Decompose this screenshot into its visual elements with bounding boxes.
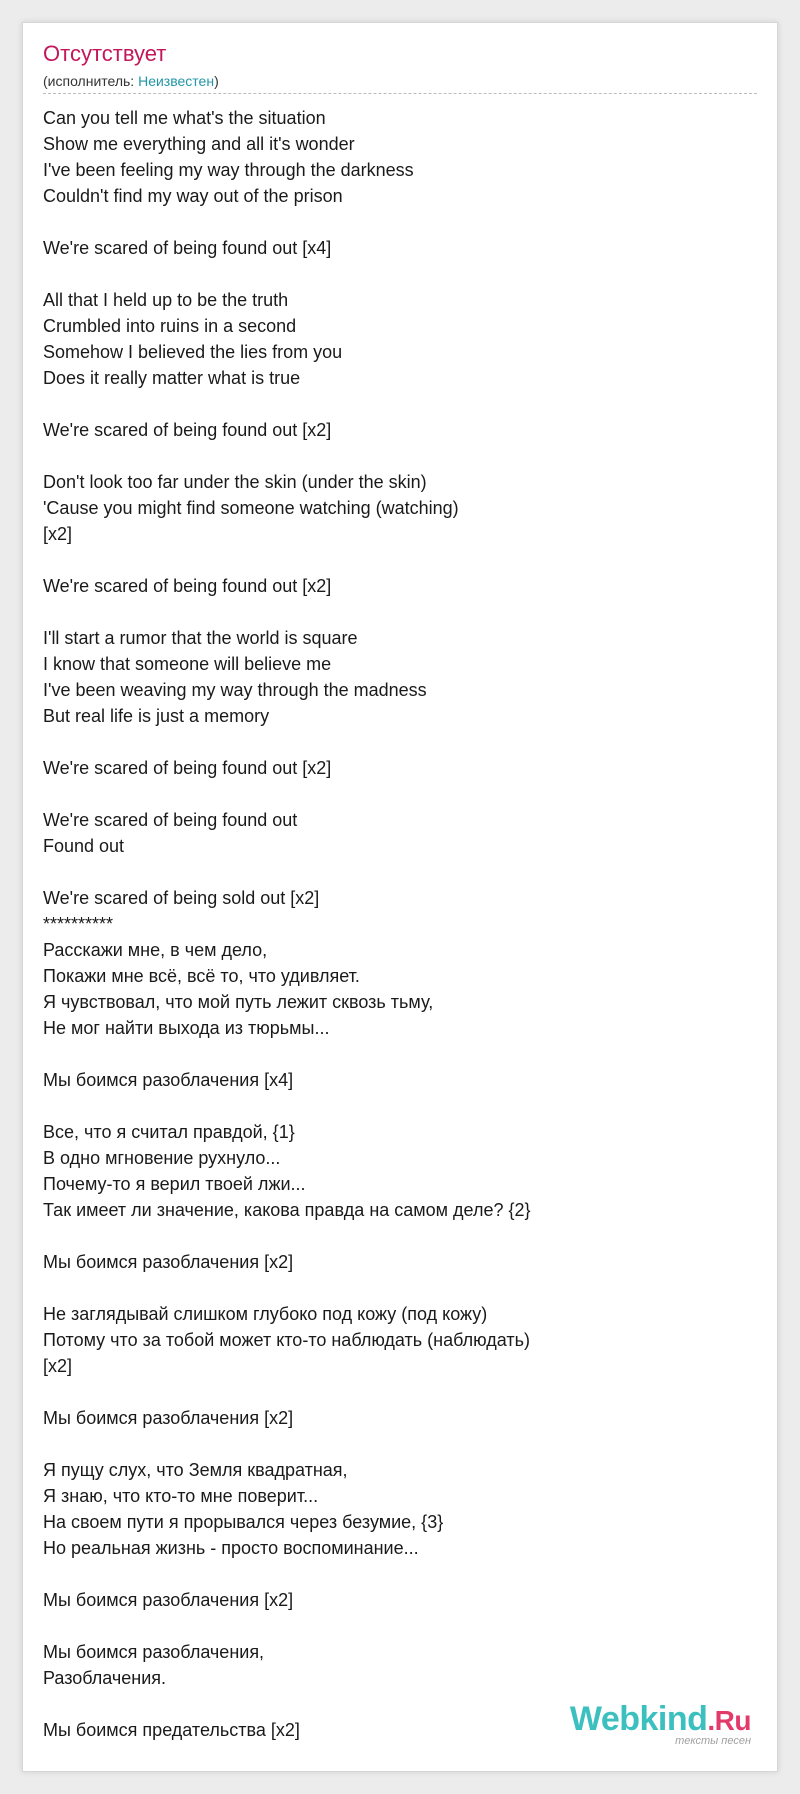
lyrics-stanza <box>43 1067 743 1093</box>
lyrics-line: I'll start a rumor that the world is square <box>43 628 358 648</box>
lyrics-line: Found out <box>43 836 125 856</box>
lyrics-line: Я знаю, что кто-то мне поверит... <box>43 1486 319 1506</box>
artist-line <box>43 73 219 90</box>
lyrics-stanza <box>43 625 743 729</box>
lyrics-line: Can you tell me what's the situation <box>43 108 326 128</box>
lyrics-stanza <box>43 1457 743 1561</box>
lyrics-stanza <box>43 105 743 209</box>
lyrics-stanza <box>43 235 743 261</box>
artist-suffix: ) <box>214 73 219 89</box>
lyrics-line: Расскажи мне, в чем дело, <box>43 940 268 960</box>
lyrics-line: [x2] <box>43 524 73 544</box>
artist-link[interactable]: Неизвестен <box>138 73 215 89</box>
lyrics-line: Не заглядывай слишком глубоко под кожу (под кожу) <box>43 1304 488 1324</box>
lyrics-line: All that I held up to be the truth <box>43 290 289 310</box>
lyrics-line: Я пущу слух, что Земля квадратная, <box>43 1460 348 1480</box>
logo-wordmark <box>570 1702 751 1736</box>
lyrics-line: Все, что я считал правдой, {1} <box>43 1122 295 1142</box>
lyrics-line: Но реальная жизнь - просто воспоминание... <box>43 1538 419 1558</box>
lyrics-line: We're scared of being found out [x2] <box>43 420 332 440</box>
lyrics-line: I know that someone will believe me <box>43 654 332 674</box>
lyrics-line: Show me everything and all it's wonder <box>43 134 355 154</box>
lyrics-stanza <box>43 1119 743 1223</box>
lyrics-line: Покажи мне всё, всё то, что удивляет. <box>43 966 360 986</box>
lyrics-stanza <box>43 573 743 599</box>
lyrics-line: Crumbled into ruins in a second <box>43 316 297 336</box>
lyrics-line: Не мог найти выхода из тюрьмы... <box>43 1018 330 1038</box>
lyrics-body <box>43 105 743 1769</box>
lyrics-line: But real life is just a memory <box>43 706 270 726</box>
lyrics-stanza <box>43 1301 743 1379</box>
artist-prefix: (исполнитель: <box>43 73 139 89</box>
lyrics-card <box>22 22 778 1772</box>
lyrics-line: Does it really matter what is true <box>43 368 301 388</box>
lyrics-line: We're scared of being found out [x2] <box>43 576 332 596</box>
lyrics-line: 'Cause you might find someone watching (watching) <box>43 498 459 518</box>
lyrics-line: Somehow I believed the lies from you <box>43 342 343 362</box>
lyrics-stanza <box>43 469 743 547</box>
lyrics-line: [x2] <box>43 1356 73 1376</box>
lyrics-stanza <box>43 1639 743 1691</box>
logo-main-text: Webkind <box>569 1700 708 1738</box>
lyrics-line: Don't look too far under the skin (under the skin) <box>43 472 427 492</box>
lyrics-line: Couldn't find my way out of the prison <box>43 186 343 206</box>
lyrics-stanza <box>43 417 743 443</box>
lyrics-line: Мы боимся разоблачения, <box>43 1642 265 1662</box>
lyrics-stanza <box>43 1405 743 1431</box>
lyrics-line: На своем пути я прорывался через безумие, {3} <box>43 1512 444 1532</box>
lyrics-line: Мы боимся разоблачения [x4] <box>43 1070 294 1090</box>
lyrics-line: We're scared of being found out <box>43 810 298 830</box>
lyrics-line: ********** <box>43 914 114 934</box>
lyrics-stanza <box>43 807 743 859</box>
lyrics-line: Мы боимся разоблачения [x2] <box>43 1408 294 1428</box>
lyrics-line: We're scared of being found out [x4] <box>43 238 332 258</box>
lyrics-line: Я чувствовал, что мой путь лежит сквозь тьму, <box>43 992 434 1012</box>
lyrics-line: Мы боимся разоблачения [x2] <box>43 1252 294 1272</box>
lyrics-line: В одно мгновение рухнуло... <box>43 1148 281 1168</box>
lyrics-line: Потому что за тобой может кто-то наблюдать (наблюдать) <box>43 1330 530 1350</box>
lyrics-line: I've been weaving my way through the madness <box>43 680 427 700</box>
lyrics-line: Мы боимся разоблачения [x2] <box>43 1590 294 1610</box>
lyrics-line: Разоблачения. <box>43 1668 167 1688</box>
lyrics-stanza <box>43 287 743 391</box>
lyrics-line: We're scared of being sold out [x2] <box>43 888 320 908</box>
lyrics-stanza <box>43 755 743 781</box>
logo-tagline: тексты песен <box>675 1735 751 1747</box>
header-divider <box>43 93 757 94</box>
lyrics-line: I've been feeling my way through the darkness <box>43 160 414 180</box>
lyrics-line: Почему-то я верил твоей лжи... <box>43 1174 306 1194</box>
logo-tld: .Ru <box>707 1705 751 1736</box>
lyrics-stanza <box>43 885 743 1041</box>
lyrics-line: Так имеет ли значение, какова правда на самом деле? {2} <box>43 1200 531 1220</box>
lyrics-stanza <box>43 1249 743 1275</box>
song-title: Отсутствует <box>43 41 167 66</box>
lyrics-line: Мы боимся предательства [x2] <box>43 1720 300 1740</box>
lyrics-stanza <box>43 1587 743 1613</box>
site-logo[interactable] <box>570 1702 751 1747</box>
lyrics-line: We're scared of being found out [x2] <box>43 758 332 778</box>
